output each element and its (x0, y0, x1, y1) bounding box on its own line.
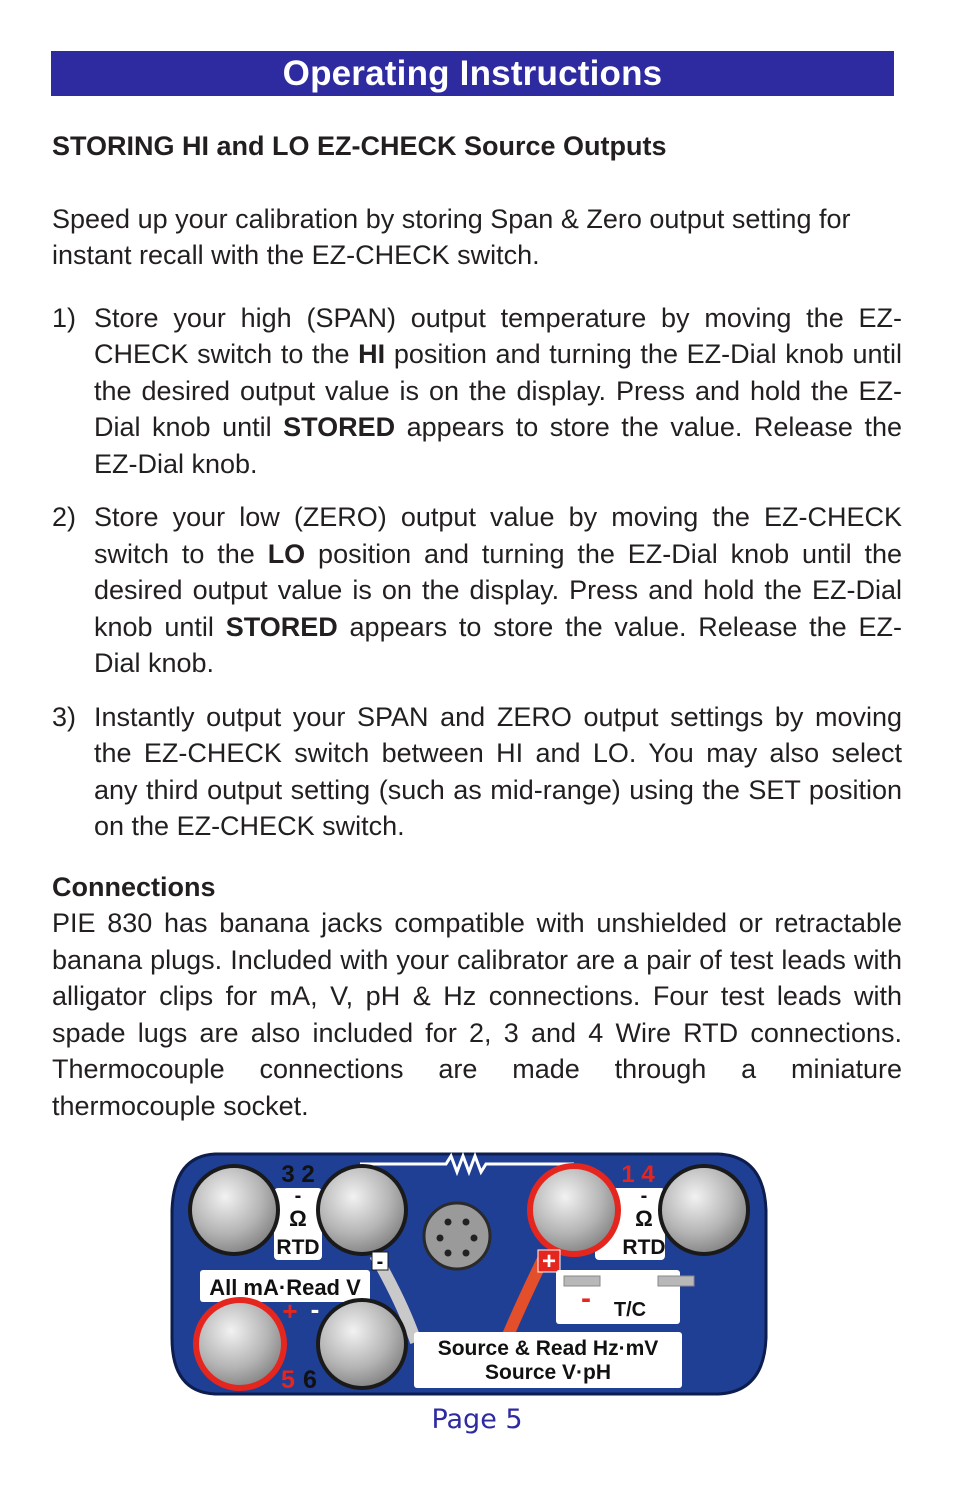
connections-title: Connections (52, 871, 216, 902)
ma-label: All mA·Read V (209, 1275, 361, 1300)
tc-minus-mark: - (581, 1282, 591, 1315)
step-text-part: Store your low (ZERO) output value by moving the EZ-CHECK switch to the (94, 502, 902, 569)
step-keyword: STORED (283, 412, 396, 442)
rtd-dash-right: - (640, 1185, 648, 1207)
step-keyword: STORED (225, 611, 338, 642)
jack-4[interactable] (660, 1166, 748, 1254)
rtd-label-right: RTD (622, 1236, 666, 1259)
list-item (52, 699, 902, 845)
step-number: 1) (52, 302, 77, 333)
jack-3[interactable] (190, 1166, 278, 1254)
ohm-icon: Ω (635, 1206, 653, 1231)
plus-mark: + (541, 1248, 557, 1275)
list-item (52, 300, 902, 483)
jack-numbers-left: 3 2 (281, 1161, 315, 1188)
tc-contact (658, 1276, 694, 1286)
source-label-line2: Source V·pH (484, 1361, 612, 1384)
socket-pin (463, 1250, 470, 1257)
rtd-label-left: RTD (276, 1236, 320, 1259)
socket-pin (463, 1219, 470, 1226)
step-text-part: position and turning the EZ-Dial knob until the desired output value is on the display. Press and hold the EZ-Dial knob until (94, 538, 902, 642)
socket-pin (445, 1219, 452, 1226)
minus-mark: - (310, 1294, 320, 1324)
socket-pin (471, 1235, 478, 1242)
step-keyword: HI (358, 339, 386, 369)
socket-pin (445, 1250, 452, 1257)
page-title: Operating Instructions (282, 53, 663, 93)
step-text (94, 300, 902, 483)
step-text: Instantly output your SPAN and ZERO output settings by moving the EZ-CHECK switch between HI and LO. You may also select any third output setting (such as mid-range) using the SET position on the EZ-CHECK switch. (94, 701, 902, 841)
tc-label: T/C (613, 1299, 647, 1321)
jack-numbers-right: 1 4 (621, 1161, 655, 1188)
jack-number-6: 6 (303, 1366, 317, 1394)
plus-mark: + (282, 1296, 298, 1326)
page-header (51, 51, 894, 96)
main-content (52, 128, 902, 1124)
connections-paragraph: PIE 830 has banana jacks compatible with unshielded or retractable banana plugs. Included with your calibrator are a pair of test leads with alligator clips for mA, V, pH & Hz connections. Four test leads with spade lugs are also included for 2, 3 and 4 Wire RTD connections. Thermocouple connections are made through a miniature thermocouple socket. (52, 908, 902, 1121)
step-number: 3) (52, 701, 77, 732)
step-text-part: Store your high (SPAN) output temperature by moving the EZ-CHECK switch to the (94, 302, 902, 369)
step-text-part: appears to store the value. Release the EZ-Dial knob. (94, 412, 902, 479)
jack-6[interactable] (318, 1300, 406, 1388)
mini-socket[interactable] (424, 1203, 490, 1269)
jack-number-5: 5 (281, 1366, 295, 1394)
minus-mark: - (376, 1251, 384, 1273)
rtd-dash-left: - (294, 1185, 302, 1207)
section-title: STORING HI and LO EZ-CHECK Source Outputs (52, 131, 667, 161)
jack-5[interactable] (196, 1300, 284, 1388)
step-text-part: position and turning the EZ-Dial knob until the desired output value is on the display. Press and hold the EZ-Dial knob until (94, 339, 902, 442)
jack-panel-diagram (170, 1152, 768, 1396)
socket-pin (437, 1235, 444, 1242)
step-keyword: LO (267, 538, 306, 569)
jack-2[interactable] (318, 1166, 406, 1254)
step-text-part: appears to store the value. Release the EZ-Dial knob. (94, 611, 902, 678)
step-number: 2) (52, 502, 77, 532)
ohm-icon: Ω (289, 1206, 307, 1231)
step-text (94, 499, 902, 682)
page-number: Page 5 (431, 1404, 523, 1435)
jack-1[interactable] (530, 1166, 618, 1254)
list-item (52, 499, 902, 682)
source-label-line1: Source & Read Hz·mV (437, 1337, 659, 1360)
intro-paragraph: Speed up your calibration by storing Span & Zero output setting for instant recall with the EZ-CHECK switch. (52, 203, 851, 270)
steps-list (52, 300, 902, 845)
